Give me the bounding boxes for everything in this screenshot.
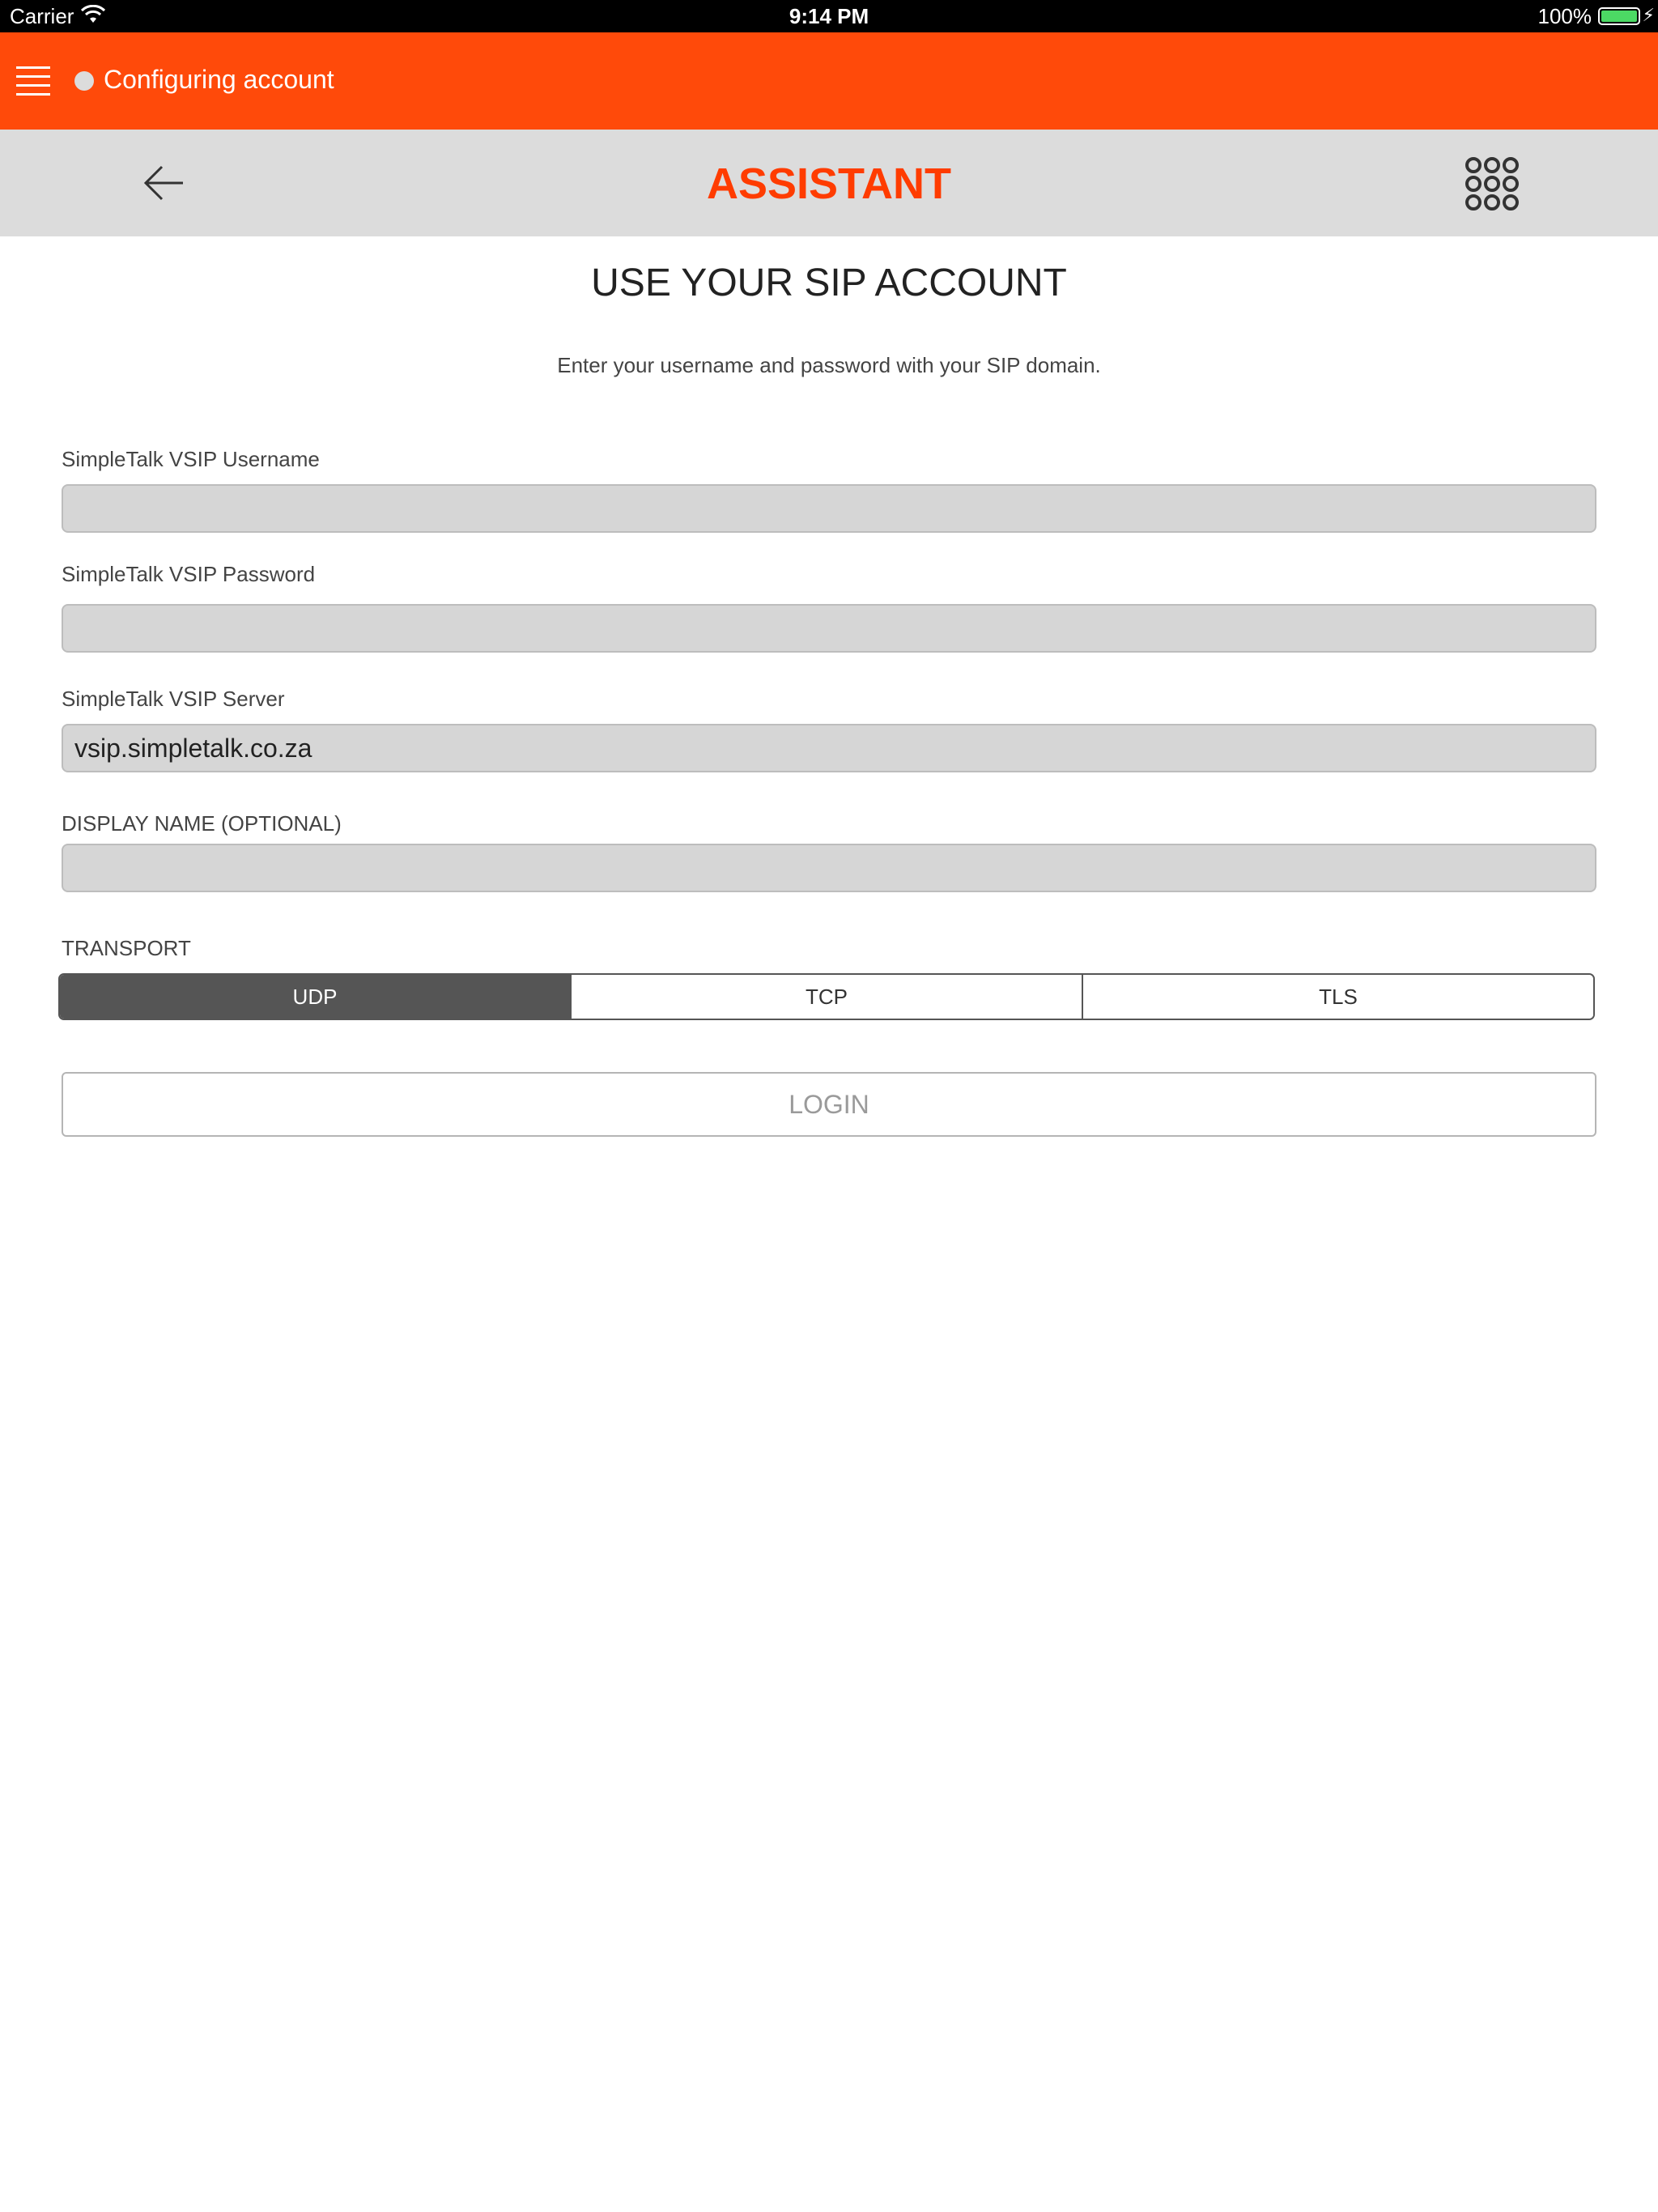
transport-option-tcp[interactable]: TCP [570, 975, 1082, 1019]
page-title: ASSISTANT [706, 160, 951, 208]
battery-icon [1598, 7, 1640, 25]
username-label: SimpleTalk VSIP Username [62, 447, 320, 471]
registration-status-text: Configuring account [104, 65, 334, 94]
password-label: SimpleTalk VSIP Password [62, 562, 316, 586]
transport-label: TRANSPORT [62, 936, 191, 960]
login-button[interactable]: LOGIN [62, 1072, 1596, 1137]
username-input[interactable] [62, 484, 1596, 533]
dialpad-icon[interactable] [1464, 155, 1520, 212]
carrier-label: Carrier [10, 4, 74, 28]
transport-option-tls[interactable]: TLS [1082, 975, 1593, 1019]
battery-percentage: 100% [1537, 4, 1592, 28]
server-label: SimpleTalk VSIP Server [62, 687, 285, 711]
display-name-input[interactable] [62, 844, 1596, 892]
status-bar [0, 0, 1658, 32]
display-name-label: DISPLAY NAME (OPTIONAL) [62, 811, 342, 836]
registration-status-dot [74, 71, 94, 91]
charging-icon: ⚡ [1642, 5, 1655, 25]
hamburger-menu-icon[interactable] [16, 66, 50, 96]
server-input[interactable]: vsip.simpletalk.co.za [62, 724, 1596, 772]
password-input[interactable] [62, 604, 1596, 653]
assistant-navbar [0, 130, 1658, 236]
clock: 9:14 PM [789, 4, 869, 28]
form-heading: USE YOUR SIP ACCOUNT [591, 262, 1067, 304]
form-subtitle: Enter your username and password with your SIP domain. [557, 353, 1101, 377]
app-header [0, 32, 1658, 130]
transport-selector [58, 973, 1595, 1020]
transport-option-udp[interactable]: UDP [60, 975, 570, 1019]
